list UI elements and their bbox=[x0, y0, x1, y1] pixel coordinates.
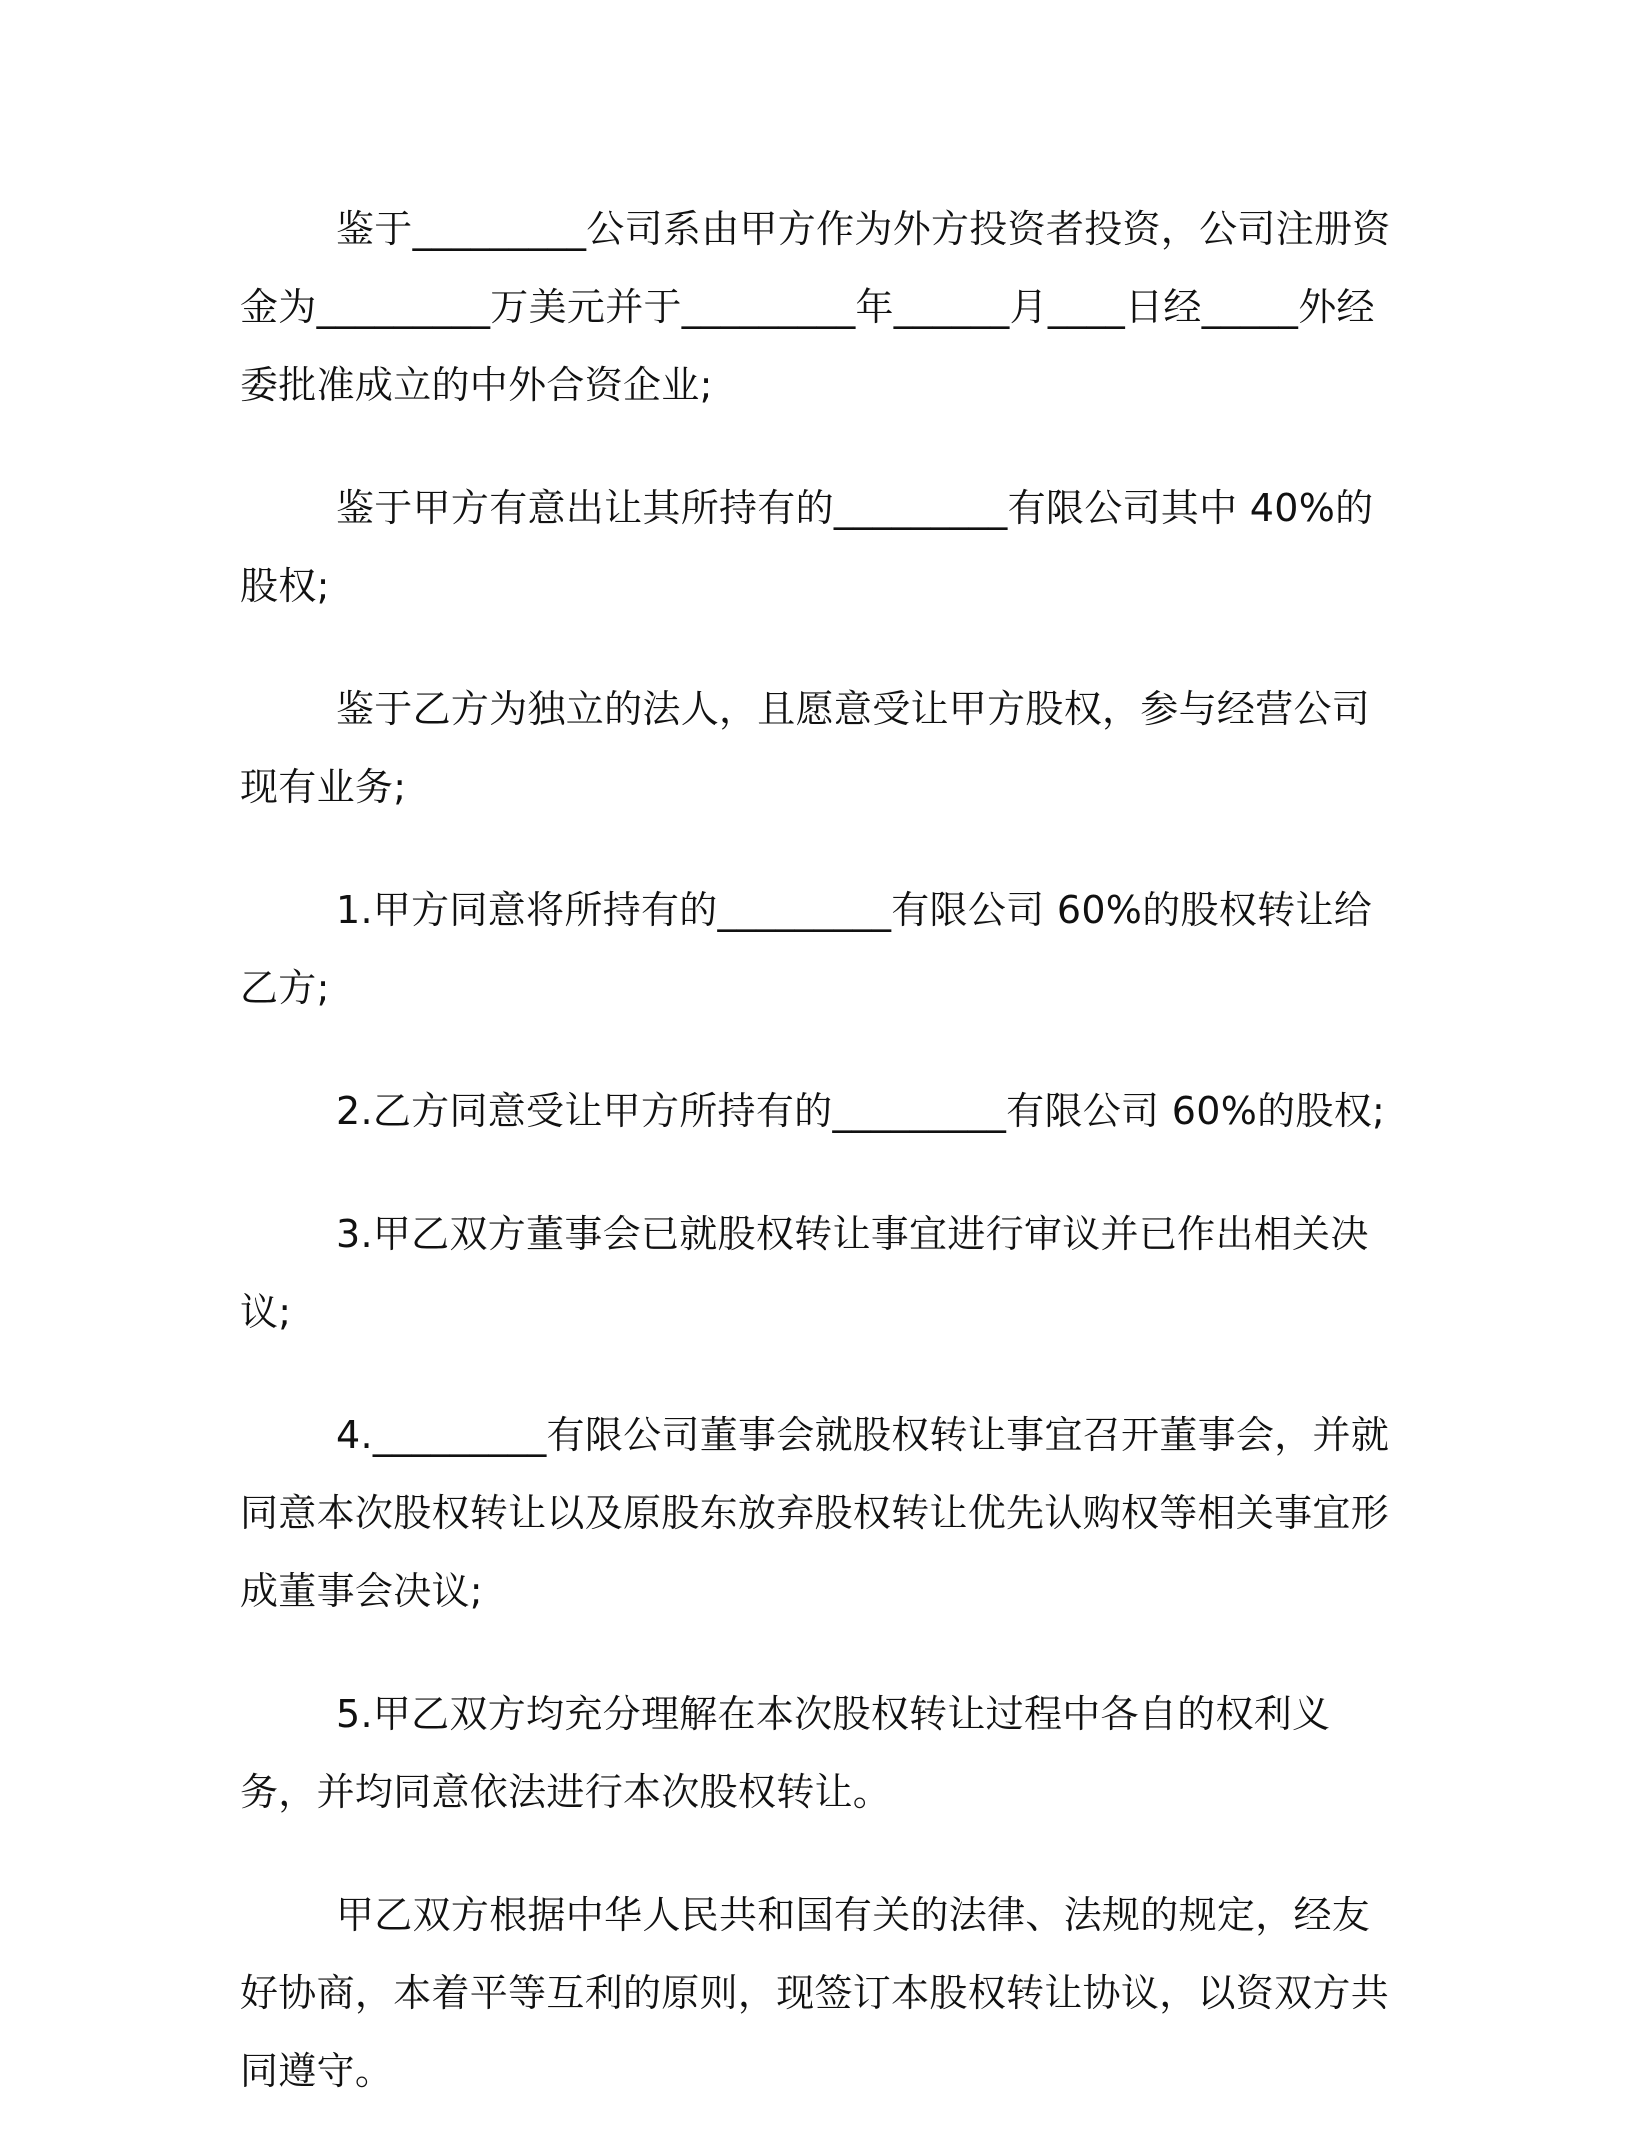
clause-5: 5.甲乙双方均充分理解在本次股权转让过程中各自的权利义务，并均同意依法进行本次股权转让。 bbox=[240, 1692, 1331, 1814]
recital-paragraph-3: 鉴于乙方为独立的法人，且愿意受让甲方股权，参与经营公司现有业务; bbox=[240, 687, 1371, 809]
recital-paragraph-2: 鉴于甲方有意出让其所持有的_________有限公司其中 40%的股权; bbox=[240, 486, 1374, 608]
clause-4: 4._________有限公司董事会就股权转让事宜召开董事会，并就同意本次股权转让以及原股东放弃股权转让优先认购权等相关事宜形成董事会决议; bbox=[240, 1413, 1390, 1613]
document-body bbox=[240, 190, 1400, 2155]
clause-2: 2.乙方同意受让甲方所持有的_________有限公司 60%的股权; bbox=[336, 1089, 1386, 1133]
clause-1: 1.甲方同意将所持有的_________有限公司 60%的股权转让给乙方; bbox=[240, 888, 1372, 1010]
closing-paragraph: 甲乙双方根据中华人民共和国有关的法律、法规的规定，经友好协商，本着平等互利的原则，现签订本股权转让协议，以资双方共同遵守。 bbox=[240, 1893, 1390, 2093]
recital-paragraph-1: 鉴于_________公司系由甲方作为外方投资者投资，公司注册资金为_________万美元并于_________年______月____日经_____外经委批准成立的中外合资企业; bbox=[240, 207, 1391, 407]
clause-3: 3.甲乙双方董事会已就股权转让事宜进行审议并已作出相关决议; bbox=[240, 1212, 1369, 1334]
